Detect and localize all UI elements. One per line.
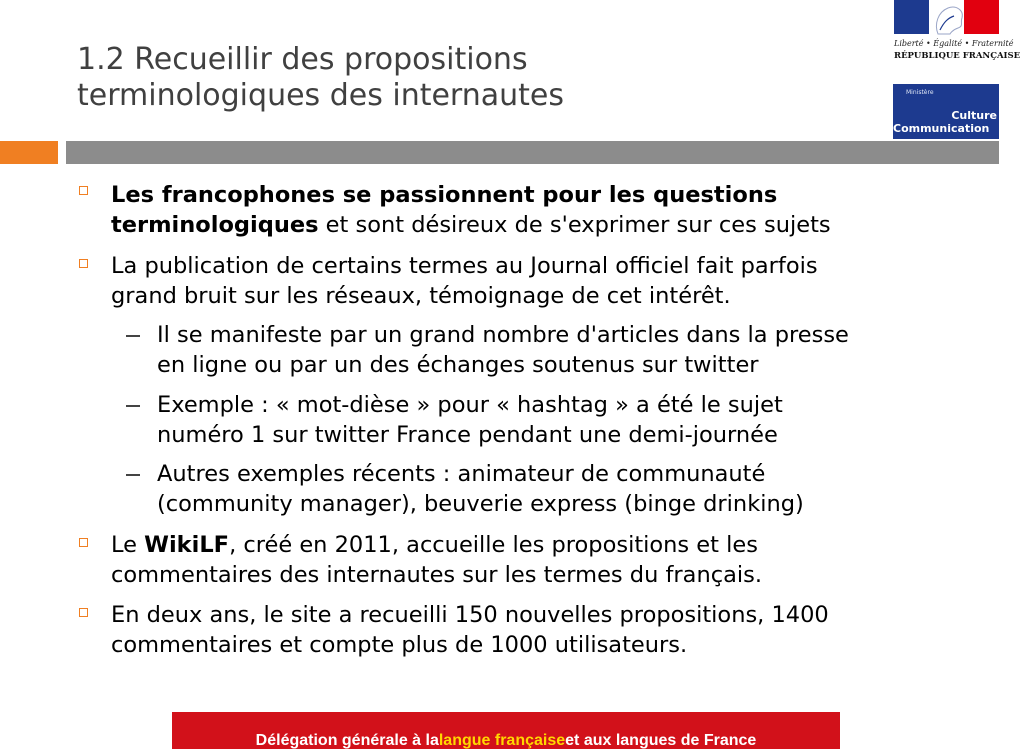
sub-2-line-2: numéro 1 sur twitter France pendant une demi-journée <box>157 422 778 448</box>
marianne-icon <box>894 0 999 34</box>
wikilf-name: WikiLF <box>144 532 230 558</box>
list-item <box>157 459 804 519</box>
bullet-icon <box>79 538 88 547</box>
republique-name: RÉPUBLIQUE FRANÇAISE <box>894 51 1020 61</box>
sub-2-line-1: Exemple : « mot-dièse » pour « hashtag » a été le sujet <box>157 392 783 418</box>
sub-1-line-2: en ligne ou par un des échanges soutenus sur twitter <box>157 352 759 378</box>
tricolor-flag-icon <box>894 0 999 34</box>
republique-motto: Liberté • Égalité • Fraternité <box>894 39 1014 48</box>
footer-post: et aux langues de France <box>565 732 757 749</box>
footer-text <box>256 722 757 750</box>
ministere-label: Ministère <box>906 89 934 96</box>
header-gray-bar <box>66 141 999 164</box>
list-item <box>111 600 829 660</box>
dash-icon <box>126 405 140 407</box>
dash-icon <box>126 335 140 337</box>
bullet-3-pre: Le <box>111 532 145 558</box>
list-item <box>111 530 762 590</box>
sub-1-line-1: Il se manifeste par un grand nombre d'articles dans la presse <box>157 322 849 348</box>
bullet-1-bold: Les francophones se passionnent pour les questions <box>111 182 778 208</box>
slide-title <box>77 42 857 114</box>
dash-icon <box>126 474 140 476</box>
bullet-icon <box>79 186 88 195</box>
bullet-3-line-2: commentaires des internautes sur les termes du français. <box>111 562 762 588</box>
list-item <box>111 180 831 240</box>
ministere-line-1: Culture <box>951 109 997 122</box>
footer-pre: Délégation générale à la <box>255 732 439 749</box>
bullet-2-line-1: La publication de certains termes au Journal officiel fait parfois <box>111 253 818 279</box>
list-item <box>157 390 783 450</box>
slide-title-line-2: terminologiques des internautes <box>77 78 565 113</box>
list-item <box>157 320 849 380</box>
footer-highlight: langue française <box>438 732 566 749</box>
sub-3-line-1: Autres exemples récents : animateur de communauté <box>157 461 766 487</box>
republique-francaise-logo <box>893 0 1020 70</box>
header-accent-bar <box>0 141 58 164</box>
bullet-4-line-2: commentaires et compte plus de 1000 utilisateurs. <box>111 632 688 658</box>
bullet-2-line-2: grand bruit sur les réseaux, témoignage de cet intérêt. <box>111 283 731 309</box>
bullet-1-line2-rest: et sont désireux de s'exprimer sur ces sujets <box>318 212 831 238</box>
slide-title-line-1: 1.2 Recueillir des propositions <box>77 42 528 77</box>
sub-3-line-2: (community manager), beuverie express (binge drinking) <box>157 491 804 517</box>
bullet-1-line2-bold: terminologiques <box>111 212 319 238</box>
bullet-icon <box>79 259 88 268</box>
ministere-line-2: Communication <box>893 122 990 135</box>
footer-banner <box>172 712 840 749</box>
ministere-culture-logo <box>893 84 999 139</box>
list-item <box>111 251 818 311</box>
bullet-icon <box>79 608 88 617</box>
bullet-3-rest: , créé en 2011, accueille les propositions et les <box>229 532 758 558</box>
bullet-4-line-1: En deux ans, le site a recueilli 150 nouvelles propositions, 1400 <box>111 602 829 628</box>
